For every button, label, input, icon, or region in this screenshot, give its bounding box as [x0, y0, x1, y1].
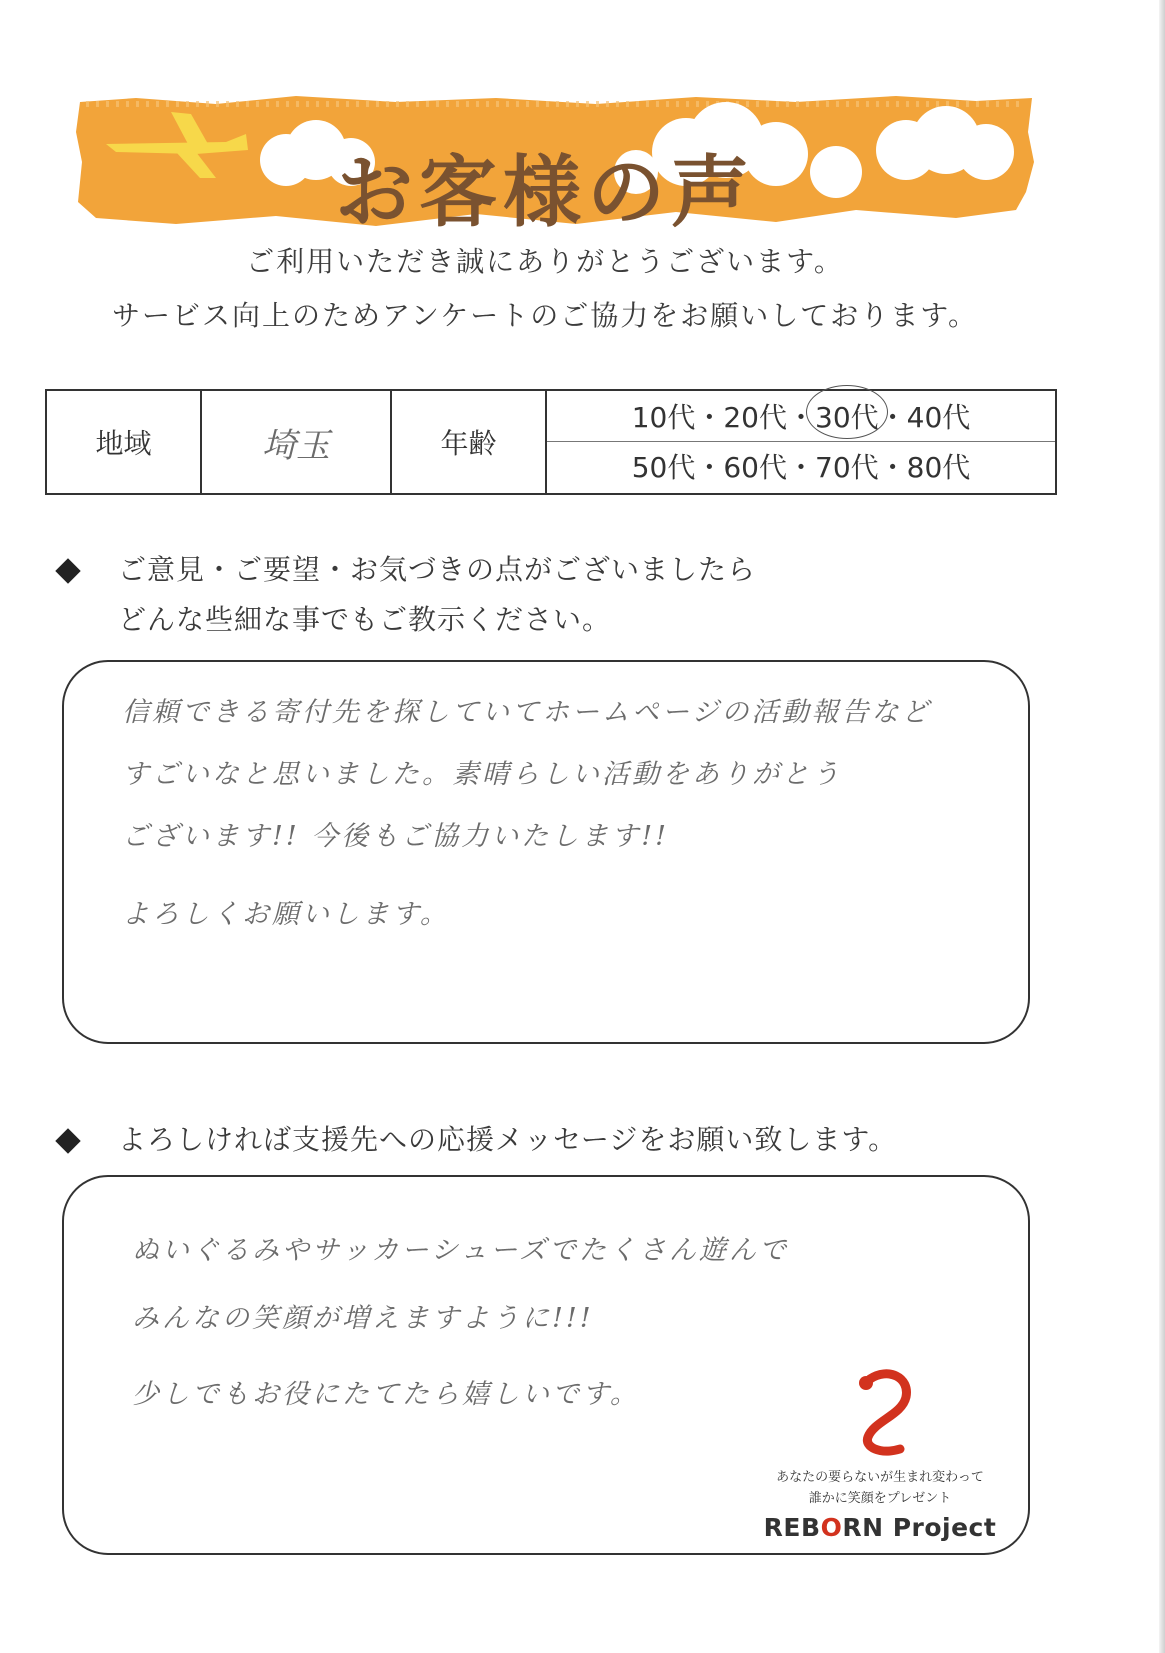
separator: ・: [878, 401, 907, 434]
separator: ・: [695, 451, 724, 484]
logo-name-o: O: [820, 1513, 843, 1542]
question-2-line-1: よろしければ支援先への応援メッセージをお願い致します。: [118, 1123, 898, 1156]
age-option: 80代: [906, 451, 971, 484]
answer-1-line-1: 信頼できる寄付先を探していてホームページの活動報告など: [122, 697, 932, 728]
age-row-2: [547, 441, 1055, 491]
age-option: 60代: [723, 451, 787, 484]
age-label: 年齢: [392, 391, 547, 493]
age-option: 50代: [631, 451, 696, 484]
separator: ・: [695, 401, 724, 434]
selected-age-circle: [806, 385, 888, 439]
age-row-1: [547, 391, 1055, 441]
question-1: [118, 545, 756, 645]
reborn-logo: [760, 1365, 1000, 1542]
page-edge: [1159, 0, 1165, 1653]
diamond-icon: [55, 1128, 80, 1153]
page-title: お客様の声: [334, 148, 755, 238]
region-label: 地域: [47, 391, 202, 493]
age-option: 10代: [631, 401, 696, 434]
age-option-selected: 30代: [815, 401, 879, 434]
reborn-mark-icon: [840, 1365, 920, 1461]
logo-tagline-1: あなたの要らないが生まれ変わって: [776, 1470, 984, 1485]
question-2: [118, 1115, 897, 1165]
separator: ・: [786, 451, 815, 484]
age-option: 40代: [906, 401, 971, 434]
question-1-line-1: ご意見・ご要望・お気づきの点がございましたら: [118, 553, 757, 586]
logo-name-part: REB: [763, 1513, 821, 1542]
age-option: 20代: [723, 401, 787, 434]
answer-2-line-2: みんなの笑顔が増えますように!!!: [132, 1303, 594, 1334]
info-table: [45, 389, 1057, 495]
logo-name-part: RN Project: [842, 1513, 997, 1542]
answer-2-line-3: 少しでもお役にたてたら嬉しいです。: [132, 1379, 640, 1410]
age-option: 70代: [815, 451, 879, 484]
question-1-line-2: どんな些細な事でもご教示ください。: [118, 603, 612, 636]
diamond-icon: [55, 558, 80, 583]
intro-line-1: ご利用いただき誠にありがとうございます。: [246, 245, 844, 278]
answer-1-line-4: よろしくお願いします。: [122, 899, 450, 930]
intro-line-2: サービス向上のためアンケートのご協力をお願いしております。: [111, 299, 979, 332]
separator: ・: [878, 451, 907, 484]
separator: ・: [786, 401, 815, 434]
answer-1-line-2: すごいなと思いました。素晴らしい活動をありがとう: [122, 759, 842, 790]
answer-2-line-1: ぬいぐるみやサッカーシューズでたくさん遊んで: [132, 1235, 790, 1266]
logo-tagline-2: 誰かに笑顔をプレゼント: [808, 1491, 952, 1506]
answer-1-line-3: ございます!! 今後もご協力いたします!!: [122, 821, 669, 852]
region-value: 埼玉: [202, 391, 392, 493]
logo-name: [760, 1513, 1000, 1542]
